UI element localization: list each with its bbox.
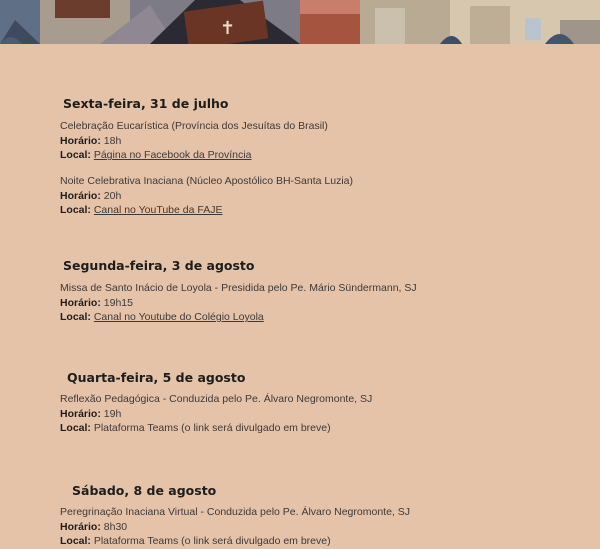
event-place: Plataforma Teams (o link será divulgado em breve): [93, 422, 331, 435]
facebook-link[interactable]: Página no Facebook da Província: [93, 149, 252, 162]
event-title: Peregrinação Inaciana Virtual - Conduzida pelo Pe. Álvaro Negromonte, SJ: [60, 506, 411, 518]
event-title: Celebração Eucarística (Província dos Jesuítas do Brasil): [60, 120, 328, 132]
event-title: Noite Celebrativa Inaciana (Núcleo Apostólico BH-Santa Luzia): [60, 175, 353, 187]
event-place: Plataforma Teams (o link será divulgado em breve): [93, 535, 331, 548]
place-label: Local:: [60, 422, 91, 435]
event-time: 20h: [103, 189, 122, 202]
event-time: 18h: [103, 134, 122, 147]
event-item: [60, 392, 372, 436]
svg-text:✝: ✝: [220, 18, 236, 39]
day-heading: Quarta-feira, 5 de agosto: [67, 370, 246, 385]
place-label: Local:: [60, 311, 91, 324]
event-item: [60, 174, 353, 218]
time-label: Horário:: [60, 189, 101, 202]
event-title: Missa de Santo Inácio de Loyola - Presidida pelo Pe. Mário Sündermann, SJ: [60, 282, 417, 294]
event-item: [60, 505, 410, 549]
day-heading: Sexta-feira, 31 de julho: [63, 96, 229, 111]
event-time: 8h30: [103, 520, 128, 533]
place-label: Local:: [60, 149, 91, 162]
event-time: 19h15: [103, 296, 133, 309]
time-label: Horário:: [60, 407, 101, 420]
event-item: [60, 119, 328, 163]
place-label: Local:: [60, 535, 91, 548]
time-label: Horário:: [60, 134, 101, 147]
day-heading: Segunda-feira, 3 de agosto: [63, 258, 255, 273]
place-label: Local:: [60, 204, 91, 217]
day-heading: Sábado, 8 de agosto: [72, 483, 217, 498]
time-label: Horário:: [60, 296, 101, 309]
time-label: Horário:: [60, 520, 101, 533]
youtube-faje-link[interactable]: Canal no YouTube da FAJE: [93, 204, 223, 217]
youtube-loyola-link[interactable]: Canal no Youtube do Colégio Loyola: [93, 311, 264, 324]
event-item: [60, 281, 417, 325]
event-time: 19h: [103, 407, 122, 420]
event-title: Reflexão Pedagógica - Conduzida pelo Pe. Álvaro Negromonte, SJ: [60, 393, 373, 405]
